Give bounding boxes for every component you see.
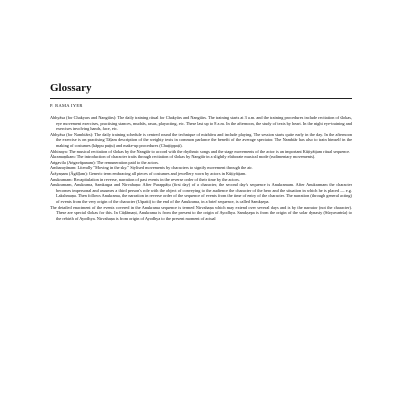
glossary-entry: Abhinaya: The musical recitation of ślokas by the Nangiār to accord with the rhythmic songs and the stage movements of the actor is an important Kūṭiyāṭṭam ritual sequence.	[50, 148, 351, 154]
glossary-entry: Abhyāsa (for Chakyars and Nangiārs): The daily training ritual for Chakyārs and Nangiārs. The training starts at 3 a.m. and the training procedures include recitation of ślokas, eye movement exercises, practising stances, mudrās, rasas, playacting, etc. These last up to 8 a.m. In the afternoon, the study of texts by heart. In the night eye-training and exercises involving hands, face, etc.	[50, 115, 352, 132]
glossary-entry: The detailed enactment of the events covered in the Anukrama sequence is termed Nirvahaṇa which may extend over several days and is by the narrator (not the character). These are special ślokas for this. In Cūḍāmaṇi, Anukrama is from the present to the origin of Ayodhya. Samkṣepa is from the origin of the solar dynasty (Sūryavaṁśa) to the rebirth of Ayodhya. Nirvahaṇa is from origin of Ayodhya to the present moment of actual	[50, 204, 352, 221]
glossary-entry: Anukramam: Recapitulation in reverse, narration of past events in the reverse order of their time by the actors.	[50, 176, 240, 182]
glossary-entries	[50, 115, 352, 221]
glossary-entry: Anukramam, Anukrama, Samkaṣpa and Nirvahaṇa: After Purappāṭu (first day) of a character, the second day's sequence is Anukramam. After Anukramam the character becomes impersonal and assumes a third person's role with the object of conveying to the audience the character of the hero and the situation in which he is placed — e.g. Lakshmaṇa. Then follows Anukrama, the narration in reverse order of the sequence of events from the time of entry of the character. The narration (through general acting) of events from the very origin of the character (Utpatti) to the end of the Anukrama, in a brief sequence, is called Samkṣepa.	[50, 182, 352, 204]
title-divider	[50, 98, 352, 99]
glossary-entry: Ārāyaṇam (Āgāḷḷam): Generic term embracing all pieces of costumes and jewellery worn by actors in Kūṭiyāṭṭam.	[50, 170, 247, 176]
glossary-entry: Aṅgavila (Aṅgavāpanam): The remuneration paid to the actors.	[50, 159, 159, 165]
author-name: P. RAMA IYER	[50, 103, 83, 108]
glossary-page	[50, 82, 352, 382]
glossary-entry: Ākramaṇikam: The introduction of character traits through recitation of ślokas by Nangiār in a slightly elaborate musical mode (rudimentary movements).	[50, 154, 316, 160]
glossary-entry: Ambarayānam: Literally "Moving in the sky." Stylised movements by characters to signify movement through the air.	[50, 165, 253, 171]
page-title: Glossary	[50, 82, 92, 94]
glossary-entry: Abhyāsa (for Nambiārs): The daily training schedule is centred round the technique of mizhāvu and include playing. The session starts quite early in the day. In the afternoon the exercise is on practising Tāḷam description of the weighty texts in common parlance the benefit of the average spectator. The Nambiār has also to train himself in the making of costumes (kāppu puṭṭu) and make-up procedures (Chuṭṭippaṭi).	[50, 131, 352, 148]
